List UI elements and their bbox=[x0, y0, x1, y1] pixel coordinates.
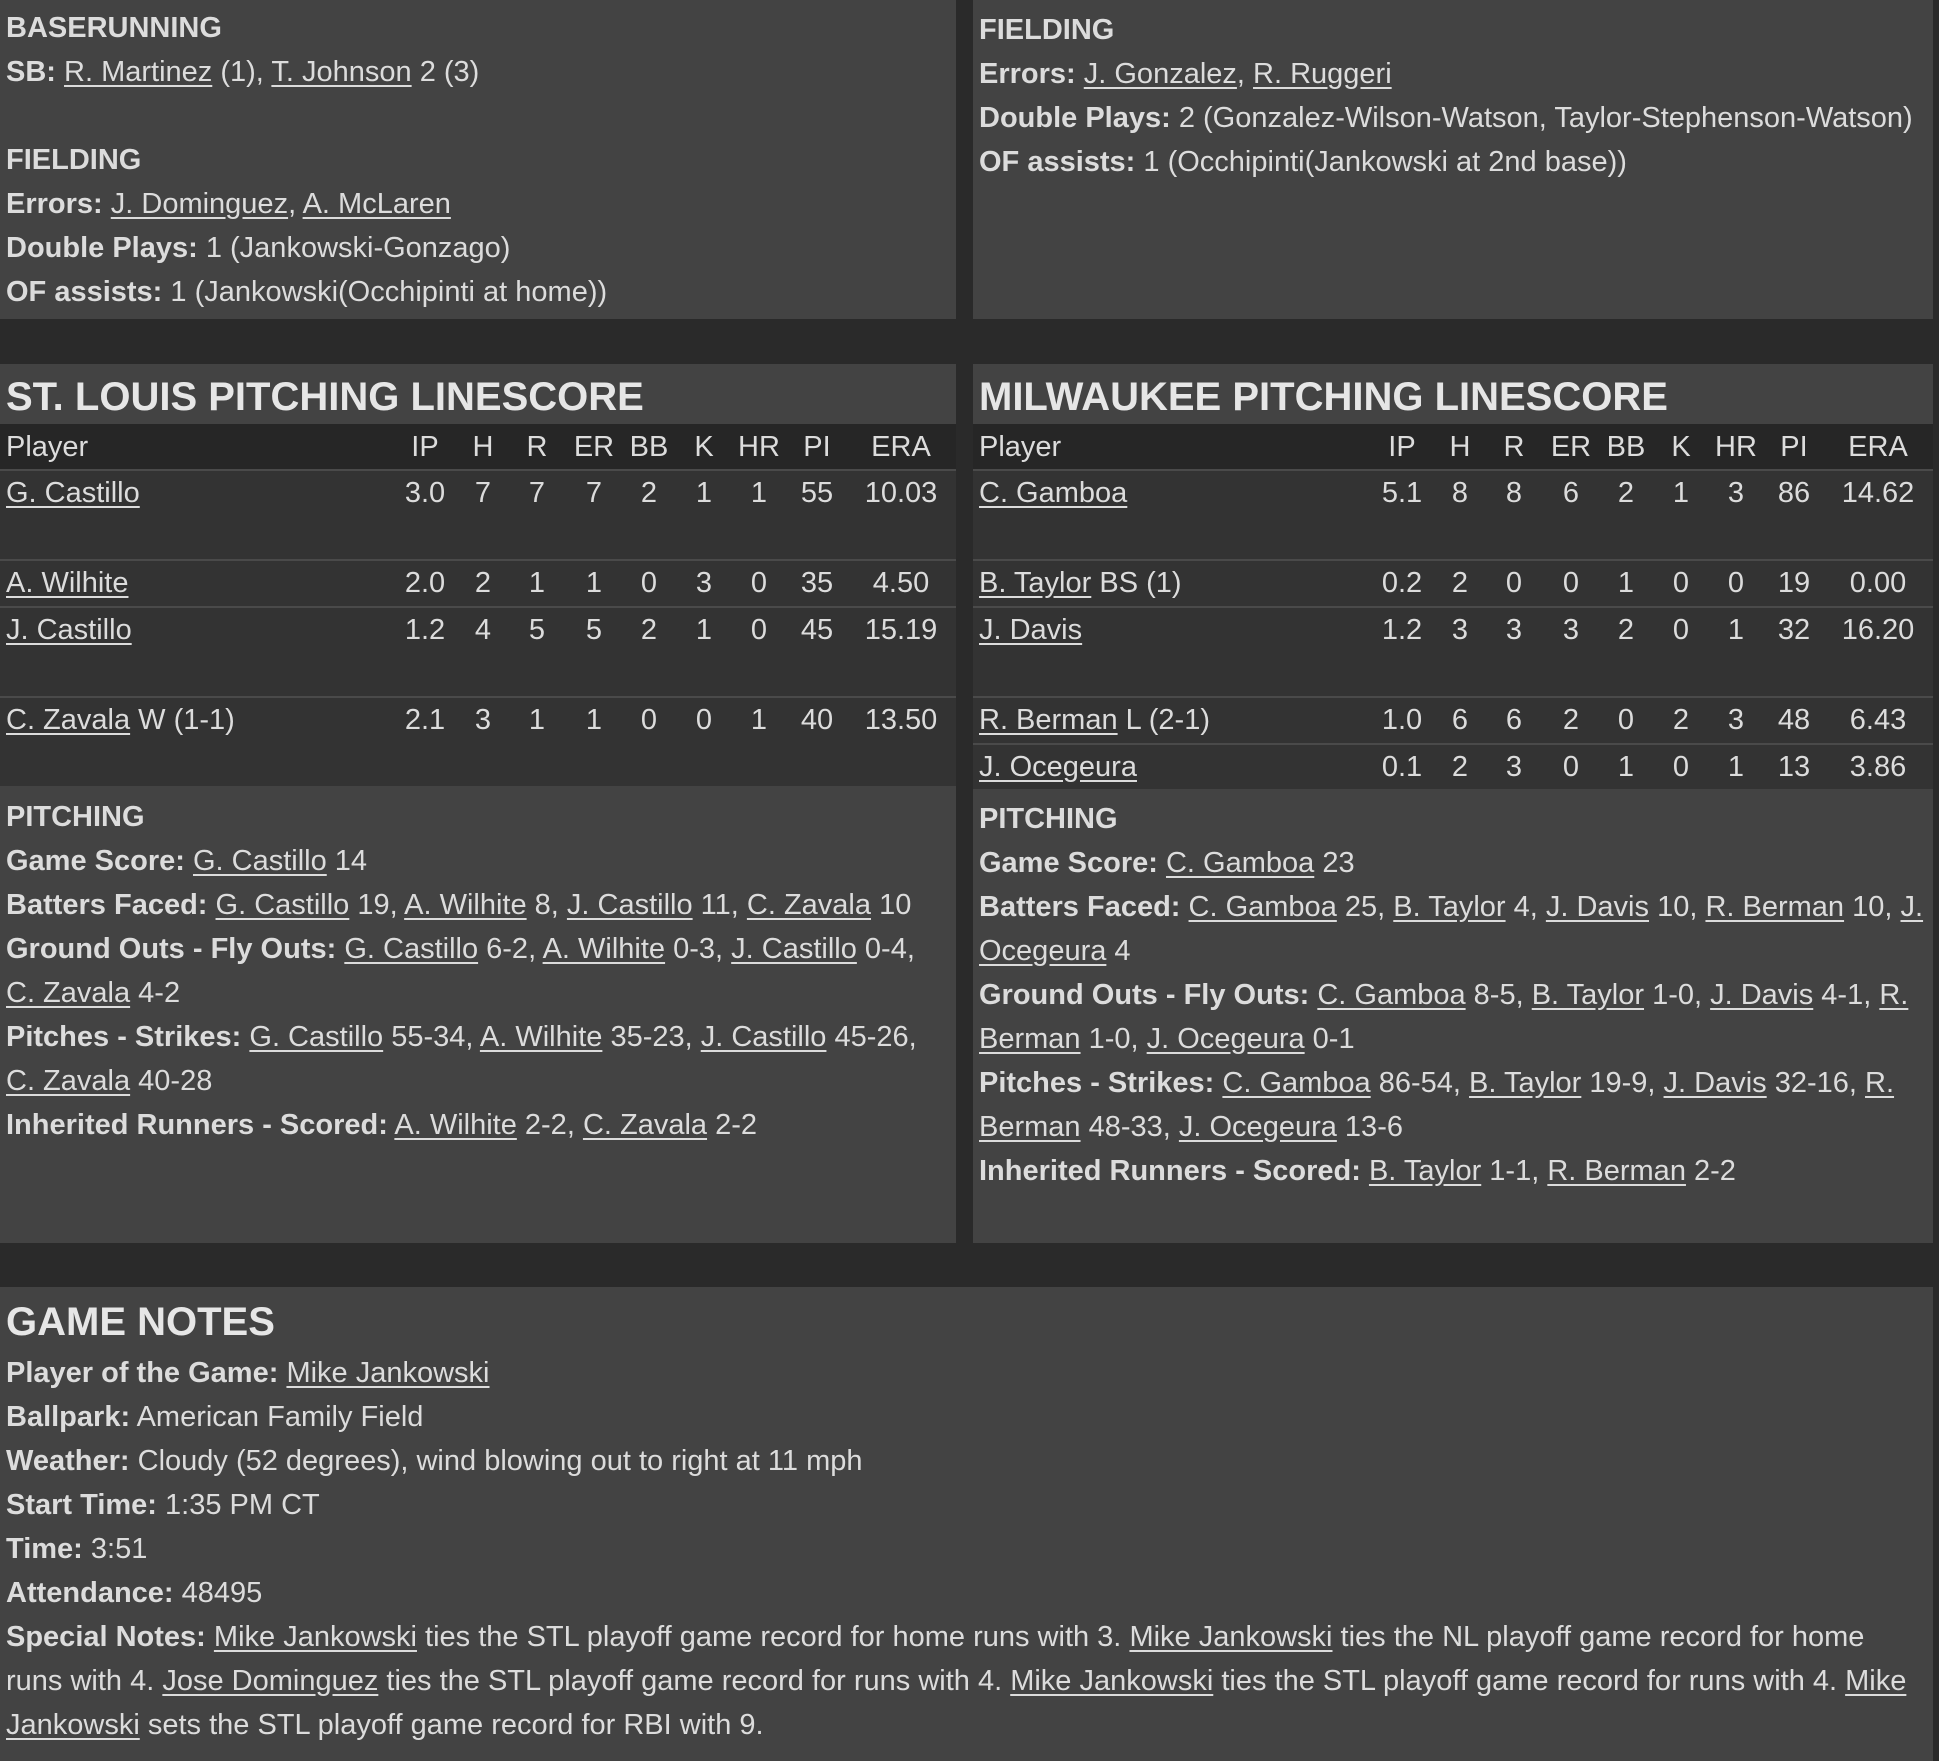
stat-text: 0-4, bbox=[856, 933, 915, 965]
batters-faced-line bbox=[0, 883, 956, 927]
stat-cell: 15.19 bbox=[864, 614, 938, 646]
stat-cell: 2.0 bbox=[404, 567, 446, 599]
col-header: H bbox=[1437, 424, 1483, 470]
stat-cell: 0 bbox=[640, 567, 658, 599]
game-score-line bbox=[973, 841, 1933, 885]
col-header: PI bbox=[788, 424, 846, 470]
stat-text: 2-2 bbox=[707, 1109, 758, 1141]
col-header: IP bbox=[1367, 424, 1437, 470]
player-link[interactable]: Jose Dominguez bbox=[162, 1665, 379, 1697]
stat-cell: 3 bbox=[1505, 614, 1523, 646]
stat-cell: 55 bbox=[800, 477, 834, 509]
player-link[interactable]: J. Ocegeura bbox=[1178, 1111, 1337, 1143]
stat-cell: 5.1 bbox=[1381, 477, 1423, 509]
stat-text: 48-33, bbox=[1080, 1111, 1179, 1143]
of-assists-label: OF assists: bbox=[6, 276, 163, 308]
table-row bbox=[973, 470, 1933, 560]
double-plays-line bbox=[0, 226, 956, 270]
player-link[interactable]: A. Wilhite bbox=[479, 1021, 603, 1053]
stat-cell: 40 bbox=[800, 704, 834, 736]
stat-cell: 2 bbox=[1617, 477, 1635, 509]
stat-cell: 1 bbox=[528, 704, 546, 736]
separator: , bbox=[288, 188, 303, 220]
col-header: R bbox=[1483, 424, 1545, 470]
stat-text: 32-16, bbox=[1766, 1067, 1866, 1099]
player-link[interactable]: B. Taylor bbox=[979, 567, 1092, 599]
stat-cell: 19 bbox=[1777, 567, 1811, 599]
player-link[interactable]: Mike Jankowski bbox=[1129, 1621, 1333, 1653]
stl-linescore-table bbox=[0, 424, 956, 786]
player-link[interactable]: G. Castillo bbox=[215, 889, 350, 921]
stat-cell: 45 bbox=[800, 614, 834, 646]
decision: L (2-1) bbox=[1117, 704, 1211, 736]
player-link[interactable]: J. Ocegeura bbox=[979, 891, 1924, 967]
player-link[interactable]: J. Dominguez bbox=[110, 188, 289, 220]
attendance-line bbox=[0, 1571, 1933, 1615]
decision: BS (1) bbox=[1091, 567, 1182, 599]
stat-cell: 86 bbox=[1777, 477, 1811, 509]
game-notes-title: GAME NOTES bbox=[6, 1300, 275, 1344]
stat-cell: 0 bbox=[1672, 614, 1690, 646]
player-link[interactable]: C. Gamboa bbox=[1188, 891, 1337, 923]
of-assists-value: 1 (Jankowski(Occhipinti at home)) bbox=[162, 276, 608, 308]
player-link[interactable]: J. Gonzalez bbox=[1083, 58, 1237, 90]
player-link[interactable]: B. Taylor bbox=[1469, 1067, 1582, 1099]
errors-line bbox=[973, 52, 1933, 96]
stat-cell: 35 bbox=[800, 567, 834, 599]
col-header: BB bbox=[1597, 424, 1655, 470]
stat-cell: 0 bbox=[1672, 567, 1690, 599]
double-plays-value: 2 (Gonzalez-Wilson-Watson, Taylor-Stephenson-Watson) bbox=[1170, 102, 1913, 134]
stat-cell: 6 bbox=[1505, 704, 1523, 736]
player-link[interactable]: C. Zavala bbox=[582, 1109, 708, 1141]
stat-cell: 3 bbox=[695, 567, 713, 599]
player-link[interactable]: C. Zavala bbox=[6, 1065, 131, 1097]
stat-cell: 1 bbox=[695, 477, 713, 509]
stat-cell: 2 bbox=[1451, 567, 1469, 599]
player-link[interactable]: R. Ruggeri bbox=[1253, 58, 1392, 90]
col-header: PI bbox=[1765, 424, 1823, 470]
stat-text: 14 bbox=[326, 845, 368, 877]
separator: , bbox=[1236, 58, 1254, 90]
player-link[interactable]: J. Castillo bbox=[731, 933, 857, 965]
stat-cell: 0 bbox=[1505, 567, 1523, 599]
stat-cell: 48 bbox=[1777, 704, 1811, 736]
player-link[interactable]: Mike Jankowski bbox=[213, 1621, 417, 1653]
player-cell bbox=[0, 607, 390, 697]
sb-label: SB: bbox=[6, 56, 56, 88]
ground-fly-outs-line bbox=[973, 973, 1933, 1061]
stat-cell: 0.00 bbox=[1849, 567, 1907, 599]
player-link[interactable]: C. Gamboa bbox=[1317, 979, 1466, 1011]
player-link[interactable]: A. Wilhite bbox=[6, 567, 129, 599]
pitching-heading: PITCHING bbox=[979, 803, 1118, 835]
player-of-game-line bbox=[0, 1351, 1933, 1395]
stat-cell: 13 bbox=[1777, 751, 1811, 783]
col-header: IP bbox=[390, 424, 460, 470]
player-cell bbox=[0, 697, 390, 786]
stat-cell: 2 bbox=[1617, 614, 1635, 646]
ballpark-line bbox=[0, 1395, 1933, 1439]
stat-cell: 0 bbox=[750, 567, 768, 599]
table-row bbox=[973, 607, 1933, 697]
stat-text: 25, bbox=[1336, 891, 1394, 923]
col-header: BB bbox=[620, 424, 678, 470]
player-link[interactable]: A. Wilhite bbox=[394, 1109, 517, 1141]
mil-pitching-linescore-panel bbox=[973, 364, 1933, 789]
stat-cell: 4 bbox=[474, 614, 492, 646]
player-link[interactable]: R. Berman bbox=[1705, 891, 1845, 923]
stat-cell: 7 bbox=[528, 477, 546, 509]
stat-cell: 1 bbox=[1727, 751, 1745, 783]
player-link[interactable]: J. Davis bbox=[979, 614, 1083, 646]
weather-value: Cloudy (52 degrees), wind blowing out to right at 11 mph bbox=[129, 1445, 863, 1477]
player-cell bbox=[0, 470, 390, 560]
player-cell bbox=[0, 560, 390, 607]
player-link[interactable]: Mike Jankowski bbox=[6, 1665, 1907, 1741]
stat-text: 1-0, bbox=[1644, 979, 1711, 1011]
player-link[interactable]: G. Castillo bbox=[6, 477, 140, 509]
player-link[interactable]: R. Berman bbox=[979, 704, 1118, 736]
stat-cell: 2 bbox=[640, 477, 658, 509]
stat-cell: 3 bbox=[1505, 751, 1523, 783]
stl-pitching-linescore-panel bbox=[0, 364, 956, 789]
stat-cell: 6.43 bbox=[1849, 704, 1907, 736]
stat-text: 8, bbox=[526, 889, 567, 921]
attendance-label: Attendance: bbox=[6, 1577, 174, 1609]
stat-cell: 6 bbox=[1451, 704, 1469, 736]
player-link[interactable]: B. Taylor bbox=[1368, 1155, 1482, 1187]
player-link[interactable]: G. Castillo bbox=[192, 845, 327, 877]
stat-text: 23 bbox=[1314, 847, 1355, 879]
player-link[interactable]: C. Zavala bbox=[6, 704, 131, 736]
col-header: ERA bbox=[846, 424, 956, 470]
stat-cell: 2 bbox=[1451, 751, 1469, 783]
mil-linescore-title: MILWAUKEE PITCHING LINESCORE bbox=[979, 375, 1668, 419]
stat-text: 4, bbox=[1505, 891, 1546, 923]
note-text: sets the STL playoff game record for RBI with 9. bbox=[139, 1709, 764, 1741]
stat-text: 40-28 bbox=[130, 1065, 213, 1097]
stat-cell: 32 bbox=[1777, 614, 1811, 646]
table-row bbox=[0, 697, 956, 786]
note-text: ties the STL playoff game record for runs with 4. bbox=[378, 1665, 1011, 1697]
stat-text: 1-1, bbox=[1481, 1155, 1548, 1187]
stat-text: 2 (3) bbox=[411, 56, 480, 88]
stat-cell: 1 bbox=[1617, 751, 1635, 783]
stat-text: 8-5, bbox=[1465, 979, 1532, 1011]
stat-text: 10, bbox=[1649, 891, 1706, 923]
player-link[interactable]: A. Wilhite bbox=[542, 933, 666, 965]
decision: W (1-1) bbox=[130, 704, 235, 736]
col-header: H bbox=[460, 424, 506, 470]
pitches-strikes-line bbox=[973, 1061, 1933, 1149]
stat-cell: 1 bbox=[585, 704, 603, 736]
table-row bbox=[973, 560, 1933, 607]
player-link[interactable]: B. Taylor bbox=[1531, 979, 1645, 1011]
of-assists-value: 1 (Occhipinti(Jankowski at 2nd base)) bbox=[1135, 146, 1627, 178]
stat-cell: 3 bbox=[1562, 614, 1580, 646]
stat-cell: 1 bbox=[528, 567, 546, 599]
stat-cell: 1.2 bbox=[404, 614, 446, 646]
stat-cell: 2.1 bbox=[404, 704, 446, 736]
time-label: Time: bbox=[6, 1533, 83, 1565]
stat-text: 45-26, bbox=[826, 1021, 917, 1053]
weather-label: Weather: bbox=[6, 1445, 130, 1477]
stat-cell: 14.62 bbox=[1841, 477, 1915, 509]
double-plays-value: 1 (Jankowski-Gonzago) bbox=[197, 232, 511, 264]
fielding-heading: FIELDING bbox=[6, 144, 142, 176]
stat-cell: 3 bbox=[1727, 704, 1745, 736]
player-cell bbox=[973, 470, 1367, 560]
stat-text: 86-54, bbox=[1370, 1067, 1470, 1099]
note-text: ties the NL playoff game record for home runs with 4. bbox=[6, 1621, 1865, 1697]
stat-cell: 16.20 bbox=[1841, 614, 1915, 646]
stolen-bases-line bbox=[0, 50, 956, 94]
pitches-strikes-line bbox=[0, 1015, 956, 1103]
stat-cell: 0 bbox=[1672, 751, 1690, 783]
double-plays-line bbox=[973, 96, 1933, 140]
game-score-label: Game Score: bbox=[979, 847, 1158, 879]
stat-text: 10 bbox=[871, 889, 912, 921]
table-header-row bbox=[0, 424, 956, 470]
player-link[interactable]: J. Ocegeura bbox=[979, 751, 1137, 783]
player-cell bbox=[973, 697, 1367, 744]
stat-cell: 0.1 bbox=[1381, 751, 1423, 783]
stat-cell: 1.0 bbox=[1381, 704, 1423, 736]
player-link[interactable]: A. McLaren bbox=[302, 188, 451, 220]
mil-linescore-table bbox=[973, 424, 1933, 790]
player-link[interactable]: J. Castillo bbox=[700, 1021, 827, 1053]
batters-faced-line bbox=[973, 885, 1933, 973]
errors-label: Errors: bbox=[979, 58, 1076, 90]
stat-cell: 2 bbox=[1672, 704, 1690, 736]
table-row bbox=[0, 560, 956, 607]
player-link[interactable]: J. Davis bbox=[1710, 979, 1814, 1011]
player-link[interactable]: B. Taylor bbox=[1393, 891, 1506, 923]
baserunning-heading: BASERUNNING bbox=[6, 12, 222, 44]
ballpark-label: Ballpark: bbox=[6, 1401, 131, 1433]
mil-fielding-panel bbox=[973, 0, 1933, 319]
inherited-runners-label: Inherited Runners - Scored: bbox=[979, 1155, 1361, 1187]
player-link[interactable]: R. Martinez bbox=[64, 56, 213, 88]
stat-text: 0-3, bbox=[665, 933, 732, 965]
stat-text: 2-2, bbox=[516, 1109, 583, 1141]
col-header: HR bbox=[730, 424, 788, 470]
player-link[interactable]: R. Berman bbox=[979, 1067, 1895, 1143]
stat-cell: 0 bbox=[1562, 751, 1580, 783]
stat-text: 35-23, bbox=[602, 1021, 701, 1053]
special-notes-label: Special Notes: bbox=[6, 1621, 206, 1653]
player-link[interactable]: Mike Jankowski bbox=[286, 1357, 490, 1389]
ground-fly-outs-label: Ground Outs - Fly Outs: bbox=[979, 979, 1310, 1011]
start-time-value: 1:35 PM CT bbox=[156, 1489, 320, 1521]
player-link[interactable]: R. Berman bbox=[1547, 1155, 1686, 1187]
pitches-strikes-label: Pitches - Strikes: bbox=[979, 1067, 1215, 1099]
stat-text: 19, bbox=[349, 889, 405, 921]
stat-cell: 1.2 bbox=[1381, 614, 1423, 646]
table-row bbox=[0, 607, 956, 697]
note-text: ties the STL playoff game record for runs with 4. bbox=[1213, 1665, 1846, 1697]
stat-cell: 1 bbox=[750, 704, 768, 736]
stat-cell: 0 bbox=[1562, 567, 1580, 599]
stat-cell: 2 bbox=[474, 567, 492, 599]
stat-text: 10, bbox=[1844, 891, 1901, 923]
ballpark-value: American Family Field bbox=[130, 1401, 424, 1433]
stat-text: 0-1 bbox=[1304, 1023, 1355, 1055]
player-link[interactable]: Mike Jankowski bbox=[1010, 1665, 1214, 1697]
time-value: 3:51 bbox=[82, 1533, 148, 1565]
stat-cell: 13.50 bbox=[864, 704, 938, 736]
col-header: K bbox=[1655, 424, 1707, 470]
player-link[interactable]: A. Wilhite bbox=[404, 889, 527, 921]
stat-cell: 0 bbox=[1617, 704, 1635, 736]
stat-cell: 1 bbox=[1727, 614, 1745, 646]
stat-cell: 7 bbox=[474, 477, 492, 509]
stat-text: 1-0, bbox=[1080, 1023, 1147, 1055]
of-assists-line bbox=[973, 140, 1933, 184]
errors-label: Errors: bbox=[6, 188, 103, 220]
player-link[interactable]: C. Gamboa bbox=[1165, 847, 1315, 879]
stat-cell: 0 bbox=[695, 704, 713, 736]
stat-cell: 5 bbox=[585, 614, 603, 646]
double-plays-label: Double Plays: bbox=[6, 232, 198, 264]
player-link[interactable]: G. Castillo bbox=[344, 933, 479, 965]
stat-cell: 2 bbox=[1562, 704, 1580, 736]
weather-line bbox=[0, 1439, 1933, 1483]
stat-cell: 6 bbox=[1562, 477, 1580, 509]
player-link[interactable]: C. Gamboa bbox=[979, 477, 1128, 509]
stat-cell: 0.2 bbox=[1381, 567, 1423, 599]
player-cell bbox=[973, 744, 1367, 790]
pitching-heading: PITCHING bbox=[6, 801, 145, 833]
col-header: R bbox=[506, 424, 568, 470]
attendance-value: 48495 bbox=[173, 1577, 263, 1609]
player-link[interactable]: J. Ocegeura bbox=[1146, 1023, 1305, 1055]
stat-text: 6-2, bbox=[478, 933, 543, 965]
player-of-game-label: Player of the Game: bbox=[6, 1357, 279, 1389]
table-row bbox=[973, 744, 1933, 790]
stat-text: 55-34, bbox=[383, 1021, 480, 1053]
stat-cell: 7 bbox=[585, 477, 603, 509]
stat-cell: 3 bbox=[474, 704, 492, 736]
stat-cell: 1 bbox=[585, 567, 603, 599]
game-notes-panel bbox=[0, 1287, 1933, 1761]
note-text: ties the STL playoff game record for home runs with 3. bbox=[416, 1621, 1130, 1653]
col-header: ER bbox=[1545, 424, 1597, 470]
of-assists-label: OF assists: bbox=[979, 146, 1136, 178]
double-plays-label: Double Plays: bbox=[979, 102, 1171, 134]
stat-cell: 0 bbox=[640, 704, 658, 736]
stat-text: 4 bbox=[1106, 935, 1131, 967]
stat-cell: 1 bbox=[1617, 567, 1635, 599]
start-time-label: Start Time: bbox=[6, 1489, 157, 1521]
player-link[interactable]: J. Davis bbox=[1545, 891, 1650, 923]
col-header: K bbox=[678, 424, 730, 470]
stat-text: 11, bbox=[692, 889, 747, 921]
stat-cell: 3 bbox=[1727, 477, 1745, 509]
stat-cell: 3 bbox=[1451, 614, 1469, 646]
stat-cell: 10.03 bbox=[864, 477, 938, 509]
stl-baserunning-fielding-panel bbox=[0, 0, 956, 319]
errors-line bbox=[0, 182, 956, 226]
player-cell bbox=[973, 607, 1367, 697]
stat-text: 4-2 bbox=[130, 977, 181, 1009]
col-header: HR bbox=[1707, 424, 1765, 470]
stat-text: 2-2 bbox=[1685, 1155, 1736, 1187]
col-header: Player bbox=[0, 424, 390, 470]
stat-text: (1), bbox=[212, 56, 272, 88]
col-header: Player bbox=[973, 424, 1367, 470]
inherited-runners-line bbox=[0, 1103, 956, 1147]
start-time-line bbox=[0, 1483, 1933, 1527]
player-link[interactable]: C. Zavala bbox=[6, 977, 131, 1009]
stat-cell: 4.50 bbox=[872, 567, 930, 599]
inherited-runners-line bbox=[973, 1149, 1933, 1193]
stl-pitching-notes-panel bbox=[0, 789, 956, 1243]
batters-faced-label: Batters Faced: bbox=[6, 889, 208, 921]
game-score-label: Game Score: bbox=[6, 845, 185, 877]
stat-cell: 8 bbox=[1505, 477, 1523, 509]
stat-cell: 8 bbox=[1451, 477, 1469, 509]
player-link[interactable]: G. Castillo bbox=[249, 1021, 384, 1053]
col-header: ER bbox=[568, 424, 620, 470]
stat-text: 19-9, bbox=[1581, 1067, 1664, 1099]
game-score-line bbox=[0, 839, 956, 883]
ground-fly-outs-label: Ground Outs - Fly Outs: bbox=[6, 933, 337, 965]
stat-text: 4-1, bbox=[1813, 979, 1880, 1011]
inherited-runners-label: Inherited Runners - Scored: bbox=[6, 1109, 388, 1141]
mil-pitching-notes-panel bbox=[973, 789, 1933, 1243]
stl-linescore-title: ST. LOUIS PITCHING LINESCORE bbox=[6, 375, 644, 419]
of-assists-line bbox=[0, 270, 956, 314]
stat-cell: 2 bbox=[640, 614, 658, 646]
stat-cell: 3.0 bbox=[404, 477, 446, 509]
stat-cell: 3.86 bbox=[1849, 751, 1907, 783]
stat-cell: 0 bbox=[750, 614, 768, 646]
player-link[interactable]: C. Gamboa bbox=[1222, 1067, 1371, 1099]
stat-text: 13-6 bbox=[1336, 1111, 1403, 1143]
player-link[interactable]: T. Johnson bbox=[271, 56, 412, 88]
table-row bbox=[0, 470, 956, 560]
special-notes-line bbox=[0, 1615, 1933, 1747]
stat-cell: 0 bbox=[1727, 567, 1745, 599]
player-link[interactable]: J. Castillo bbox=[6, 614, 132, 646]
fielding-heading: FIELDING bbox=[979, 14, 1115, 46]
time-line bbox=[0, 1527, 1933, 1571]
player-link[interactable]: R. Berman bbox=[979, 979, 1909, 1055]
col-header: ERA bbox=[1823, 424, 1933, 470]
stat-cell: 1 bbox=[695, 614, 713, 646]
table-header-row bbox=[973, 424, 1933, 470]
ground-fly-outs-line bbox=[0, 927, 956, 1015]
player-link[interactable]: J. Davis bbox=[1663, 1067, 1767, 1099]
player-cell bbox=[973, 560, 1367, 607]
pitches-strikes-label: Pitches - Strikes: bbox=[6, 1021, 242, 1053]
column-divider bbox=[956, 0, 973, 1243]
stat-cell: 1 bbox=[1672, 477, 1690, 509]
batters-faced-label: Batters Faced: bbox=[979, 891, 1181, 923]
table-row bbox=[973, 697, 1933, 744]
stat-cell: 5 bbox=[528, 614, 546, 646]
stat-cell: 1 bbox=[750, 477, 768, 509]
player-link[interactable]: J. Castillo bbox=[566, 889, 693, 921]
player-link[interactable]: C. Zavala bbox=[746, 889, 872, 921]
